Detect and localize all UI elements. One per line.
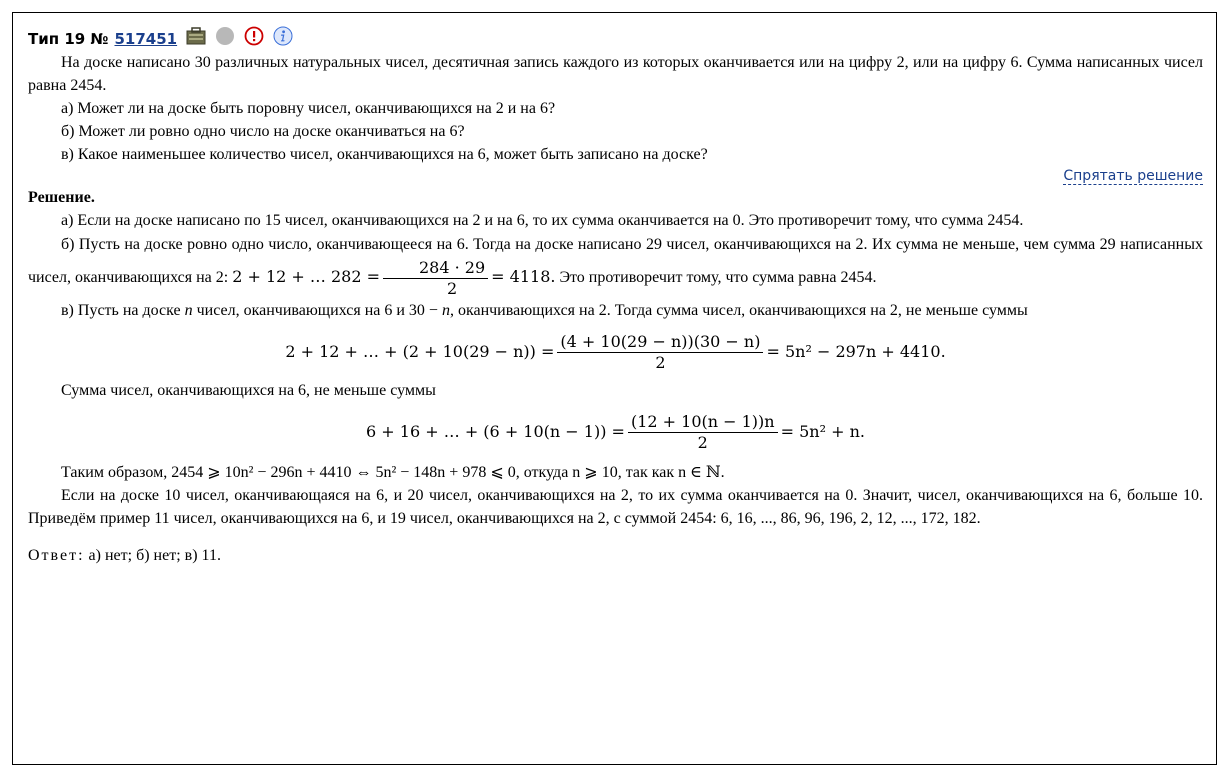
equation-2-left: 6 + 16 + … + (6 + 10(n − 1)) = (366, 422, 625, 441)
briefcase-icon[interactable] (186, 27, 206, 51)
equation-2-fraction (628, 412, 778, 453)
solution-b-result: = 4118. (491, 267, 556, 287)
solution-a: а) Если на доске написано по 15 чисел, оканчивающихся на 2 и на 6, то их сумма оканчивается на 0. Это противоречит тому, что сумма 2454. (61, 212, 1024, 229)
solution-c-example: Если на доске 10 чисел, оканчивающаяся на 6, и 20 чисел, оканчивающихся на 2, то их сумма оканчивается на 0. Значит, чисел, оканчивающихся на 6, больше 10. Приведём пример 11 чисел, оканчивающихся на 6, и 19 чисел, оканчивающихся на 2, с суммой 2454: 6, 16, ..., 86, 96, 196, 2, 12, ..., 172, 182. (28, 487, 1203, 527)
variable-n: n (441, 302, 450, 319)
equation-1-fraction (557, 332, 763, 373)
problem-content (28, 27, 1203, 567)
equation-1-right: = 5n² − 297n + 4410. (766, 342, 946, 361)
gray-circle-icon[interactable] (215, 26, 235, 52)
fraction-numerator: 284 · 29 (383, 258, 488, 279)
solution-b (28, 232, 1203, 299)
solution-c-middle: Сумма чисел, оканчивающихся на 6, не меньше суммы (61, 382, 436, 399)
fraction-denominator: 2 (697, 433, 708, 452)
fraction-denominator: 2 (655, 353, 666, 372)
solution-b-fraction (383, 258, 488, 299)
equation-1 (28, 332, 1203, 373)
solution-c-text: , оканчивающихся на 2. Тогда сумма чисел, оканчивающихся на 2, не меньше суммы (449, 302, 1028, 319)
type-label: Тип 19 № (28, 30, 109, 48)
solution-title: Решение. (28, 189, 95, 206)
solution-b-expression: 2 + 12 + … 282 = (232, 267, 380, 287)
alert-icon[interactable] (244, 26, 264, 52)
question-a: а) Может ли на доске быть поровну чисел, оканчивающихся на 2 и на 6? (61, 100, 556, 117)
hide-solution-row (28, 166, 1203, 186)
question-b: б) Может ли ровно одно число на доске оканчиваться на 6? (61, 123, 465, 140)
answer-text: а) нет; б) нет; в) 11. (88, 547, 221, 564)
solution-b-end: Это противоречит тому, что сумма равна 2454. (559, 269, 877, 287)
fraction-numerator: (12 + 10(n − 1))n (628, 412, 778, 433)
solution-c-text: в) Пусть на доске (61, 302, 181, 319)
info-icon[interactable] (273, 26, 293, 52)
solution-b-start: б) Пусть на доске ровно одно число, оканчивающееся на 6. Тогда на доске написано 29 чисел, оканчивающихся на 2. Их сумма не меньше, чем сумма 29 написанных чисел, оканчивающихся на 2: (28, 236, 1203, 287)
question-c: в) Какое наименьшее количество чисел, оканчивающихся на 6, может быть записано на доске? (61, 146, 708, 163)
equation-2-right: = 5n² + n. (780, 422, 865, 441)
equation-1-left: 2 + 12 + … + (2 + 10(29 − n)) = (285, 342, 555, 361)
fraction-numerator: (4 + 10(29 − n))(30 − n) (557, 332, 763, 353)
solution-c-intro (28, 299, 1203, 322)
problem-card (12, 12, 1217, 765)
answer (28, 544, 1203, 567)
solution-c-text: чисел, оканчивающихся на 6 и 30 − (196, 302, 438, 319)
solution-c-conclusion: Таким образом, 2454 ⩾ 10n² − 296n + 4410 ⇔ 5n² − 148n + 978 ⩽ 0, откуда n ⩾ 10, так как n ∈ ℕ. (61, 464, 725, 481)
variable-n: n (184, 302, 193, 319)
problem-number-link[interactable]: 517451 (114, 30, 178, 48)
equation-2 (28, 412, 1203, 453)
problem-header (28, 27, 1203, 51)
answer-label: Ответ: (28, 547, 85, 564)
hide-solution-link[interactable]: Спрятать решение (1063, 168, 1203, 184)
problem-statement: На доске написано 30 различных натуральных чисел, десятичная запись каждого из которых оканчивается или на цифру 2, или на цифру 6. Сумма написанных чисел равна 2454. (28, 54, 1203, 94)
fraction-denominator: 2 (446, 279, 458, 298)
